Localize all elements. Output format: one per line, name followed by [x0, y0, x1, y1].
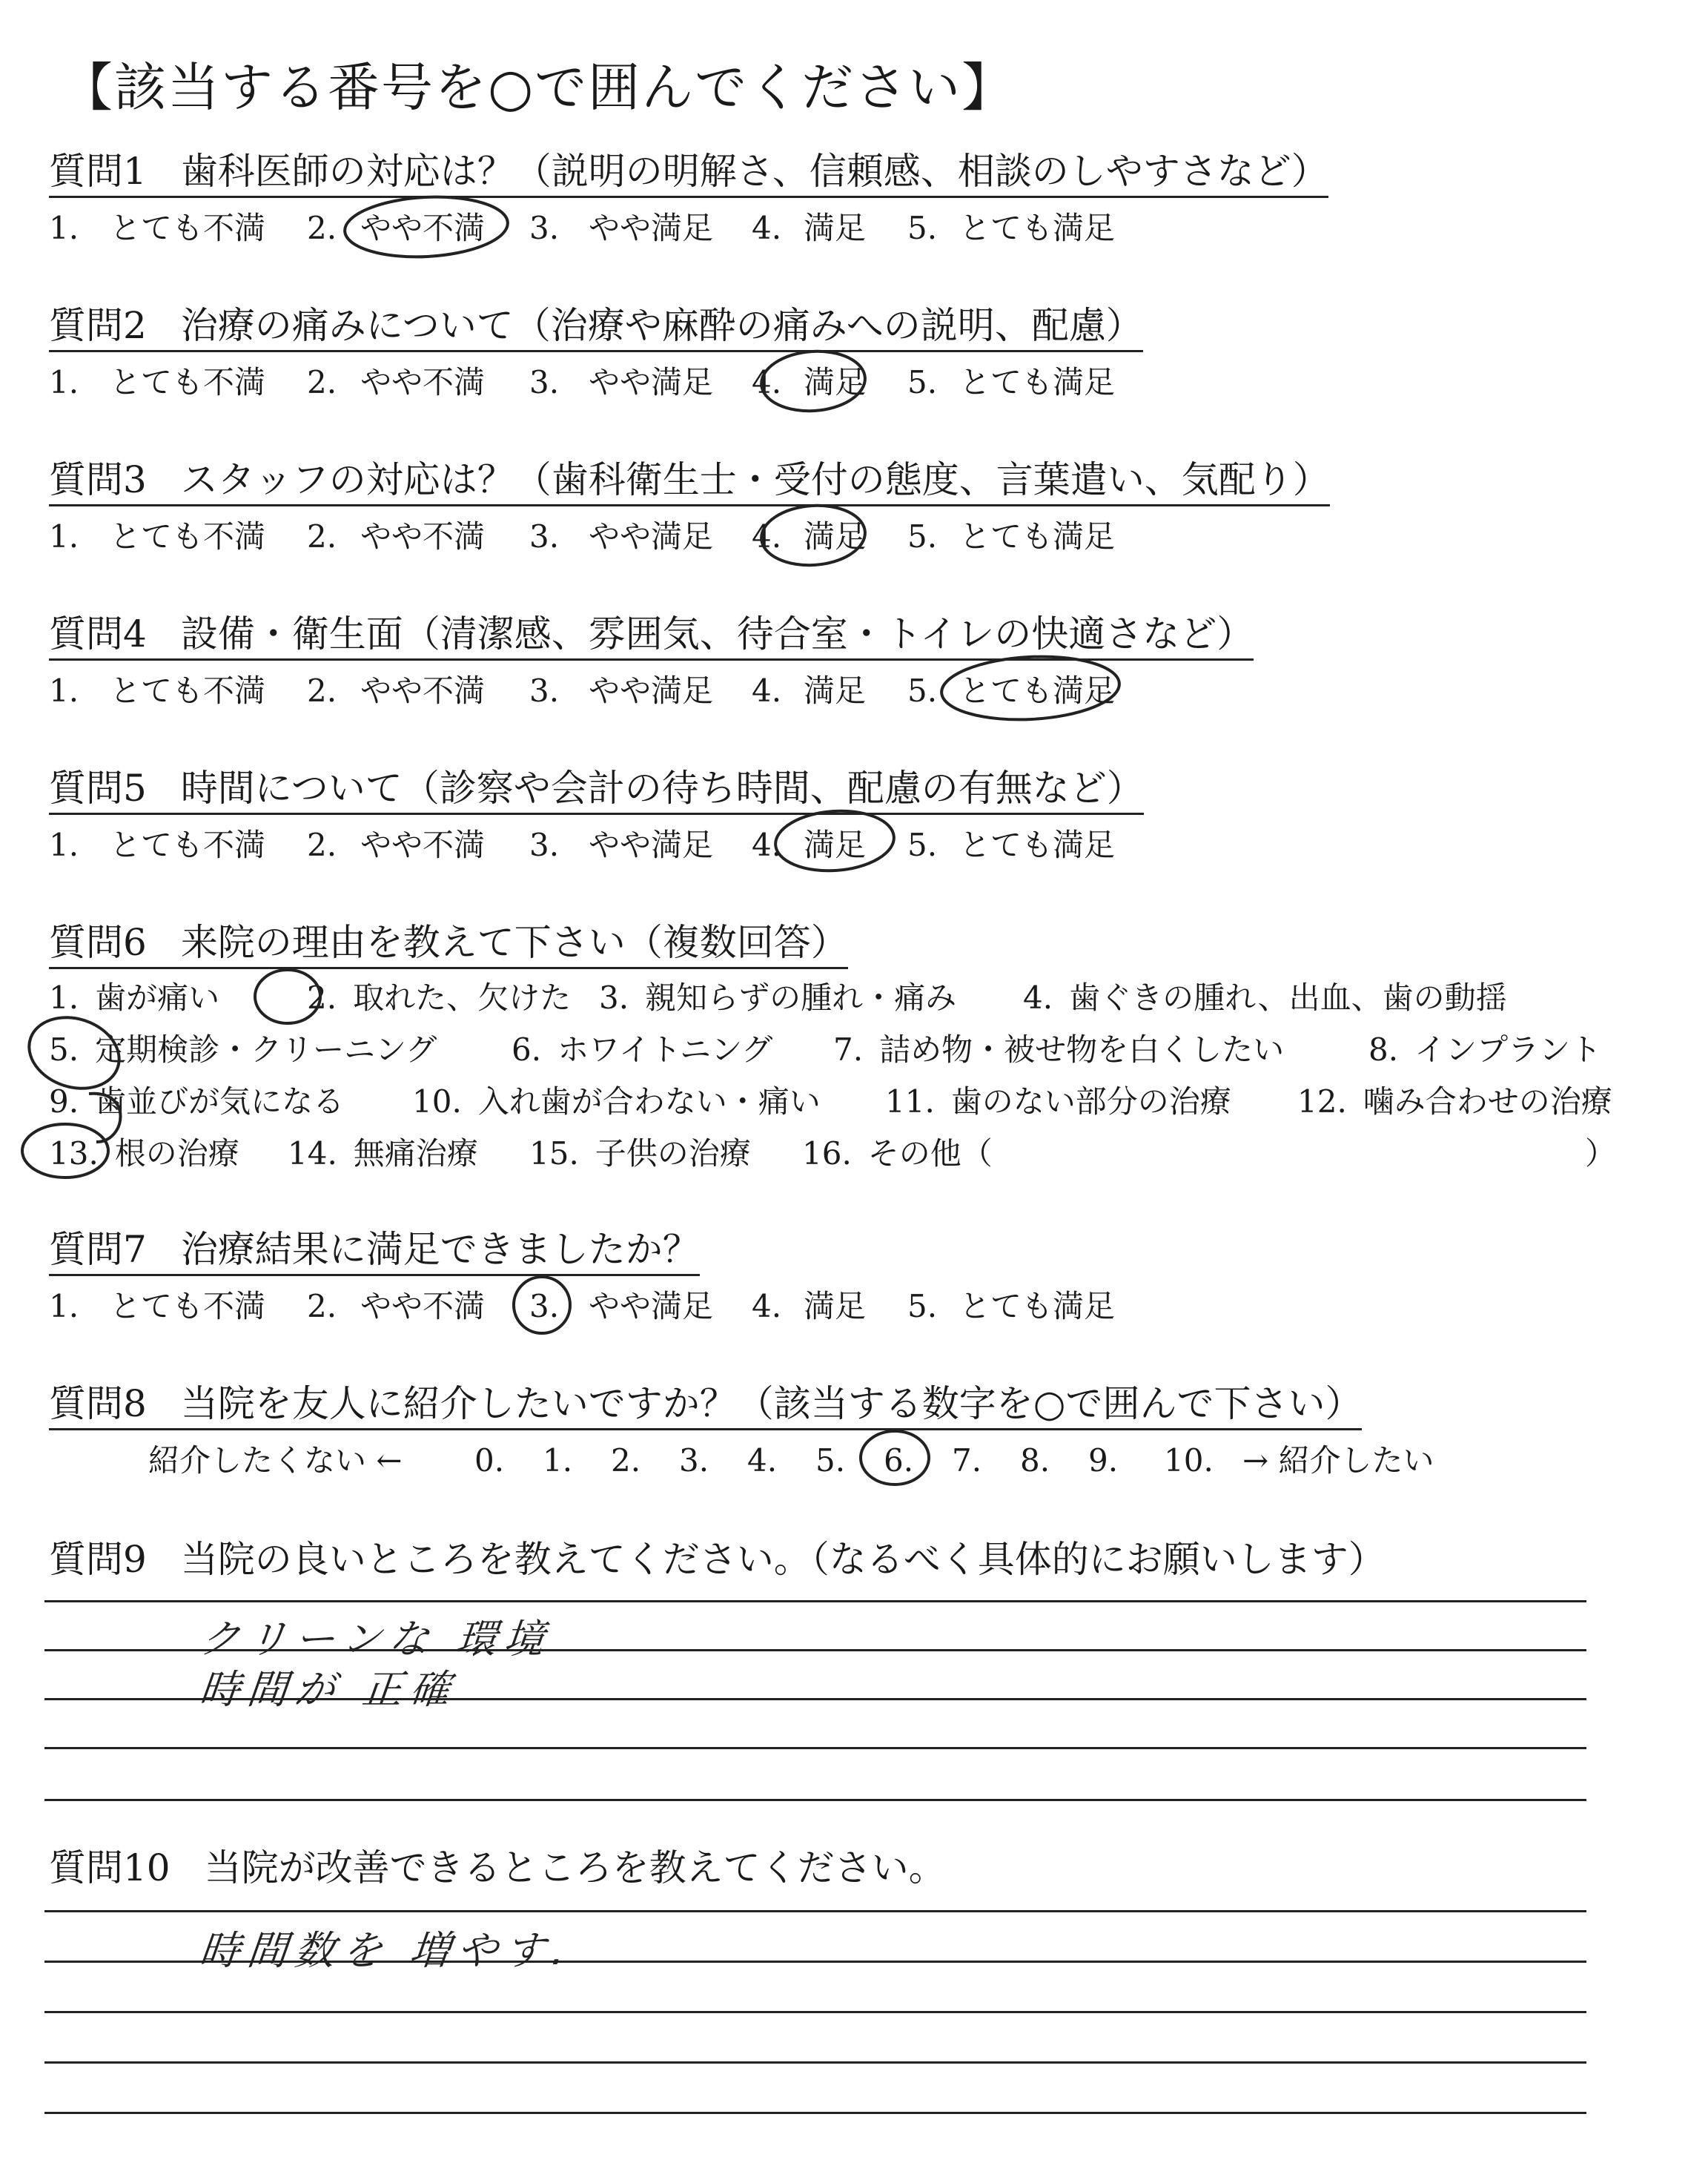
scale-value: 0.: [474, 1442, 505, 1479]
question-10-number: 質問10: [49, 1846, 171, 1889]
answer-line: [44, 2011, 1586, 2013]
option-number: 1.: [49, 673, 79, 709]
question-7-heading: [49, 1226, 700, 1276]
reason-option-label: 子供の治療: [595, 1135, 751, 1172]
reason-option-number: 2.: [307, 980, 337, 1016]
reason-option-number: 3.: [599, 980, 629, 1016]
reason-option-number: 8.: [1368, 1031, 1399, 1068]
option-number: 2.: [307, 673, 337, 709]
scale-left-label: 紹介したくない ←: [148, 1442, 403, 1479]
reason-option-label: 歯が痛い: [95, 980, 220, 1016]
question-1-heading: [49, 148, 1328, 198]
scale-value: 7.: [952, 1442, 982, 1479]
option-label: やや満足: [589, 518, 714, 555]
reason-option-8: [1368, 1029, 1601, 1071]
option-number: 2.: [307, 827, 337, 863]
scale-value: 4.: [747, 1442, 778, 1479]
option-label: とても満足: [959, 673, 1116, 709]
option-number: 1.: [49, 210, 79, 246]
option-number: 5.: [907, 364, 938, 400]
question-9-heading: [49, 1536, 1386, 1584]
reason-option-label: ホワイトニング: [557, 1031, 773, 1068]
question-9-number: 質問9: [49, 1538, 147, 1581]
option-label: やや満足: [589, 827, 714, 863]
reason-option-label: 無痛治療: [353, 1135, 478, 1172]
option-number: 5.: [907, 827, 938, 863]
option-label: とても満足: [959, 210, 1116, 246]
option-label: やや満足: [589, 210, 714, 246]
option-label: やや不満: [360, 364, 486, 400]
option-number: 3.: [529, 210, 560, 246]
option-label: やや不満: [360, 210, 486, 246]
option-number: 4.: [752, 210, 782, 246]
option-number: 3.: [529, 827, 560, 863]
option-number: 2.: [307, 1288, 337, 1324]
question-7-number: 質問7: [49, 1228, 147, 1271]
question-10-answer-1: 時間数を 増やす.: [197, 1927, 575, 1974]
question-8-text: 当院を友人に紹介したいですか？（該当する数字を○で囲んで下さい）: [180, 1382, 1363, 1425]
reason-option-12: [1297, 1081, 1612, 1123]
reason-option-number: 14.: [288, 1135, 337, 1172]
question-9-answer-2: 時間が 正確: [197, 1666, 460, 1713]
option-number: 1.: [49, 1288, 79, 1324]
reason-option-label: 歯並びが気になる: [95, 1083, 345, 1120]
question-10-heading: [49, 1845, 946, 1892]
reason-option-15: [529, 1133, 751, 1175]
reason-option-number: 12.: [1297, 1083, 1347, 1120]
option-label: とても不満: [110, 364, 266, 400]
question-6-heading: [49, 919, 848, 969]
reason-option-number: 11.: [885, 1083, 935, 1120]
reason-option-label: その他（: [867, 1135, 993, 1172]
reason-option-number: 10.: [412, 1083, 462, 1120]
question-6-options: [0, 977, 1708, 1200]
other-close-paren: ）: [1585, 1135, 1617, 1172]
question-3-text: スタッフの対応は？（歯科衛生士・受付の態度、言葉遣い、気配り）: [180, 458, 1330, 501]
reason-option-14: [288, 1133, 478, 1175]
scale-value: 1.: [543, 1442, 573, 1479]
option-label: やや不満: [360, 827, 486, 863]
option-number: 4.: [752, 1288, 782, 1324]
option-label: とても不満: [110, 1288, 266, 1324]
reason-option-label: 根の治療: [114, 1135, 239, 1172]
option-label: やや不満: [360, 673, 486, 709]
reason-option-number: 9.: [49, 1083, 79, 1120]
scale-right-label: → 紹介したい: [1242, 1442, 1434, 1479]
option-number: 5.: [907, 673, 938, 709]
reason-option-5: [49, 1029, 437, 1071]
question-2-number: 質問2: [49, 304, 147, 347]
option-label: やや満足: [589, 364, 714, 400]
question-4-heading: [49, 611, 1254, 661]
question-3-number: 質問3: [49, 458, 147, 501]
reason-option-label: 入れ歯が合わない・痛い: [477, 1083, 821, 1120]
option-label: とても不満: [110, 673, 266, 709]
option-label: とても満足: [959, 364, 1116, 400]
option-label: 満足: [804, 364, 867, 400]
reason-option-number: 7.: [833, 1031, 864, 1068]
reason-option-3: [599, 977, 956, 1019]
option-label: とても不満: [110, 827, 266, 863]
option-label: 満足: [804, 1288, 867, 1324]
question-8-scale: [0, 1440, 1708, 1484]
option-number: 5.: [907, 518, 938, 555]
reason-option-7: [833, 1029, 1284, 1071]
option-number: 2.: [307, 364, 337, 400]
reason-option-number: 13.: [49, 1135, 99, 1172]
answer-line: [44, 1799, 1586, 1801]
reason-option-13: [49, 1133, 239, 1175]
scale-value: 2.: [611, 1442, 641, 1479]
scale-value: 6.: [884, 1442, 914, 1479]
reason-option-number: 5.: [49, 1031, 79, 1068]
reason-option-number: 6.: [512, 1031, 542, 1068]
reason-option-9: [49, 1081, 344, 1123]
reason-option-label: 定期検診・クリーニング: [95, 1031, 437, 1068]
reason-option-number: 4.: [1023, 980, 1053, 1016]
reason-option-16: [802, 1133, 993, 1175]
question-1-text: 歯科医師の対応は？（説明の明解さ、信頼感、相談のしやすさなど）: [180, 150, 1328, 193]
question-5-number: 質問5: [49, 767, 147, 810]
reason-option-1: [49, 977, 219, 1019]
option-number: 5.: [907, 210, 938, 246]
option-label: やや満足: [589, 1288, 714, 1324]
question-8-number: 質問8: [49, 1382, 147, 1425]
option-label: とても不満: [110, 210, 266, 246]
answer-line: [44, 2112, 1586, 2114]
scale-value: 3.: [679, 1442, 709, 1479]
reason-option-number: 1.: [49, 980, 79, 1016]
question-5-text: 時間について（診察や会計の待ち時間、配慮の有無など）: [180, 767, 1144, 810]
option-number: 1.: [49, 364, 79, 400]
reason-option-label: 歯のない部分の治療: [950, 1083, 1231, 1120]
answer-line: [44, 2061, 1586, 2064]
scale-value: 10.: [1164, 1442, 1214, 1479]
option-label: やや不満: [360, 1288, 486, 1324]
option-number: 3.: [529, 1288, 560, 1324]
question-5-heading: [49, 765, 1144, 815]
option-number: 2.: [307, 518, 337, 555]
option-number: 3.: [529, 518, 560, 555]
reason-option-2: [307, 977, 571, 1019]
reason-option-label: 歯ぐきの腫れ、出血、歯の動揺: [1069, 980, 1507, 1016]
question-10-text: 当院が改善できるところを教えてください。: [204, 1846, 946, 1889]
question-1-number: 質問1: [49, 150, 147, 193]
scale-value: 9.: [1088, 1442, 1119, 1479]
option-label: とても不満: [110, 518, 266, 555]
scale-value: 8.: [1020, 1442, 1050, 1479]
option-label: やや満足: [589, 673, 714, 709]
question-7-text: 治療結果に満足できましたか？: [180, 1228, 700, 1271]
option-label: とても満足: [959, 827, 1116, 863]
question-9-text: 当院の良いところを教えてください。（なるべく具体的にお願いします）: [180, 1538, 1386, 1581]
question-2-heading: [49, 303, 1143, 352]
option-label: とても満足: [959, 1288, 1116, 1324]
question-6-text: 来院の理由を教えて下さい（複数回答）: [180, 921, 848, 964]
page-title: 【該当する番号を○で囲んでください】: [61, 57, 1016, 118]
option-number: 5.: [907, 1288, 938, 1324]
option-label: やや不満: [360, 518, 486, 555]
question-9-answer-1: クリーンな 環境: [197, 1616, 554, 1662]
option-number: 4.: [752, 673, 782, 709]
reason-option-label: 噛み合わせの治療: [1363, 1083, 1612, 1120]
option-label: 満足: [804, 673, 867, 709]
option-number: 1.: [49, 518, 79, 555]
reason-option-number: 15.: [529, 1135, 579, 1172]
reason-option-label: 親知らずの腫れ・痛み: [645, 980, 957, 1016]
reason-option-11: [885, 1081, 1231, 1123]
option-label: 満足: [804, 518, 867, 555]
answer-line: [44, 1600, 1586, 1602]
answer-line: [44, 1747, 1586, 1749]
question-2-text: 治療の痛みについて（治療や麻酔の痛みへの説明、配慮）: [180, 304, 1143, 347]
option-label: 満足: [804, 827, 867, 863]
question-4-number: 質問4: [49, 612, 147, 655]
reason-option-label: 取れた、欠けた: [353, 980, 572, 1016]
reason-option-label: 詰め物・被せ物を白くしたい: [879, 1031, 1285, 1068]
option-number: 2.: [307, 210, 337, 246]
reason-option-number: 16.: [802, 1135, 852, 1172]
option-label: 満足: [804, 210, 867, 246]
reason-option-6: [512, 1029, 772, 1071]
reason-option-4: [1023, 977, 1507, 1019]
question-6-number: 質問6: [49, 921, 147, 964]
question-3-heading: [49, 457, 1330, 506]
option-number: 4.: [752, 827, 782, 863]
option-number: 1.: [49, 827, 79, 863]
option-number: 4.: [752, 364, 782, 400]
option-number: 4.: [752, 518, 782, 555]
option-label: とても満足: [959, 518, 1116, 555]
reason-option-label: インプラント: [1414, 1031, 1602, 1068]
option-number: 3.: [529, 673, 560, 709]
question-8-heading: [49, 1381, 1362, 1430]
reason-option-10: [412, 1081, 821, 1123]
option-number: 3.: [529, 364, 560, 400]
scale-value: 5.: [815, 1442, 846, 1479]
question-4-text: 設備・衛生面（清潔感、雰囲気、待合室・トイレの快適さなど）: [180, 612, 1254, 655]
answer-line: [44, 1910, 1586, 1912]
